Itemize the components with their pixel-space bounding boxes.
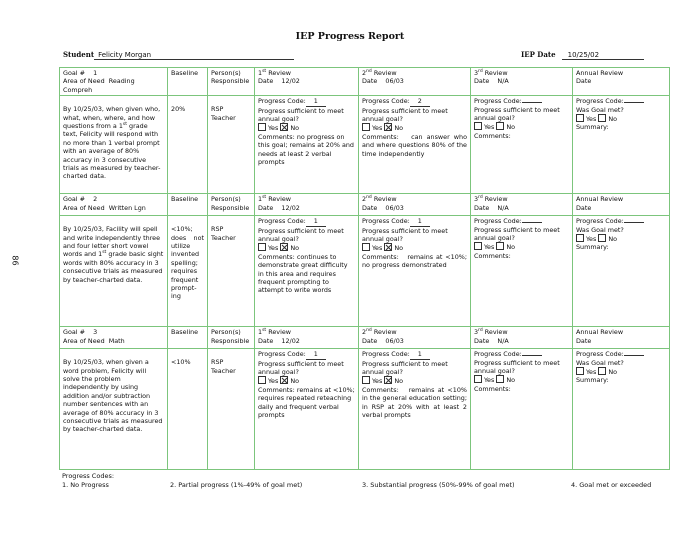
sufficient-label-2: annual goal?: [258, 235, 299, 244]
sufficient-label-1: Progress sufficient to meet: [474, 105, 560, 114]
no-checkbox[interactable]: [280, 123, 288, 131]
baseline-value: <10%: [171, 358, 191, 367]
progress-code-2: 2. Partial progress (1%-49% of goal met): [170, 481, 303, 489]
sufficient-label-2: annual goal?: [362, 235, 403, 244]
annual-review-label: Annual Review: [576, 328, 624, 337]
was-goal-met-label: Was Goal met?: [576, 105, 624, 114]
sufficient-label-2: annual goal?: [474, 234, 515, 243]
review1-cell: [255, 96, 359, 194]
student-label: Student: [63, 50, 95, 59]
progress-code-value[interactable]: [624, 355, 644, 356]
no-checkbox[interactable]: [280, 243, 288, 251]
goal-text-pre: By 10/25/03, when given a word problem, Felicity will solve the problem independently by using addition and/or subtraction number sentences with an average of 80% accuracy in 3 consecutive trials as measured by teacher-charted data.: [63, 358, 163, 434]
goal-statement-cell: [60, 216, 168, 327]
review2-cell: [359, 96, 471, 194]
review2-date-label: Date: [362, 77, 378, 86]
person-line1: RSP: [211, 358, 224, 367]
no-checkbox[interactable]: [598, 367, 606, 375]
goal-id-cell: [60, 194, 168, 216]
area-of-need-value: Written Lgn: [108, 203, 146, 212]
review1-date-label: Date: [258, 336, 274, 345]
goal-statement-cell: [60, 96, 168, 194]
yes-checkbox[interactable]: [474, 122, 482, 130]
goal-text-post: grade text, Felicity will respond with no more than 1 verbal prompt with an average of 80% accuracy in 3 consecutive trials as measured by teacher-charted data.: [63, 122, 161, 181]
review2-date-label: Date: [362, 336, 378, 345]
annual-header: [573, 68, 670, 96]
comments-label: Comments:: [362, 252, 399, 261]
review3-date: N/A: [497, 203, 509, 212]
yes-checkbox[interactable]: [258, 243, 266, 251]
no-label: No: [506, 123, 516, 132]
goal-text-sup: st: [102, 250, 107, 256]
progress-code-1: 1. No Progress: [62, 481, 109, 489]
review1-cell: [255, 349, 359, 470]
goal-number: 2: [93, 195, 98, 204]
person-header-line2: Responsible: [211, 77, 250, 86]
baseline-header: Baseline: [168, 68, 208, 96]
no-label: No: [394, 377, 404, 386]
progress-codes-legend: [62, 472, 700, 490]
progress-code-label: Progress Code:: [362, 97, 410, 106]
review3-sup: rd: [478, 195, 483, 201]
baseline-cell: [168, 96, 208, 194]
yes-label: Yes: [372, 377, 383, 386]
person-header-line2: Responsible: [211, 336, 250, 345]
area-of-need-value: Math: [108, 336, 125, 345]
progress-code-4: 4. Goal met or exceeded: [571, 481, 652, 489]
goal-statement: [63, 217, 164, 284]
summary-label: Summary:: [576, 123, 609, 132]
iep-date-field: [521, 50, 644, 60]
annual-review-label: Annual Review: [576, 195, 624, 204]
goal-number-label: Goal #: [63, 69, 85, 77]
person-cell: [208, 96, 255, 194]
review3-date-label: Date: [474, 77, 490, 86]
iep-date-value: 10/25/02: [562, 51, 644, 60]
review2-ordinal: 2: [362, 69, 367, 77]
review1-ordinal: 1: [258, 195, 263, 204]
goal-text-pre: By 10/25/03, when given who, what, when, where, and how questions from a 1: [63, 105, 161, 131]
person-cell: [208, 349, 255, 470]
page-number: 86: [10, 255, 20, 266]
annual-cell: [573, 216, 670, 327]
no-label: No: [290, 124, 300, 133]
review1-ordinal: 1: [258, 328, 263, 337]
goal-body-row: [60, 96, 670, 194]
progress-code-label: Progress Code:: [362, 217, 410, 226]
review3-date: N/A: [497, 77, 509, 86]
person-header: [208, 194, 255, 216]
review2-date: 06/03: [385, 203, 404, 212]
goal-header-row: [60, 327, 670, 349]
sufficient-label-2: annual goal?: [362, 115, 403, 124]
review1-comments: continues to demonstrate great difficulty in this area and requires frequent prompting to attempt to write words: [258, 252, 348, 295]
yes-label: Yes: [586, 368, 597, 377]
annual-date-label: Date: [576, 203, 592, 212]
sufficient-label-2: annual goal?: [258, 115, 299, 124]
progress-code-label: Progress Code:: [474, 97, 522, 106]
yes-checkbox[interactable]: [362, 376, 370, 384]
comments-label: Comments:: [362, 385, 399, 394]
no-checkbox[interactable]: [496, 122, 504, 130]
baseline-value: 20%: [171, 105, 186, 114]
review1-word: Review: [266, 328, 292, 337]
sufficient-label-1: Progress sufficient to meet: [474, 225, 560, 234]
progress-code-value[interactable]: 1: [410, 350, 430, 359]
review2-cell: [359, 349, 471, 470]
review2-header: [359, 194, 471, 216]
area-of-need-label: Area of Need: [63, 77, 105, 86]
goal-id-cell: [60, 68, 168, 96]
annual-date-label: Date: [576, 77, 592, 86]
review3-sup: rd: [478, 328, 483, 334]
review1-comments: remains at <10%; requires repeated reteaching daily and frequent verbal prompts: [258, 385, 355, 420]
baseline-cell: [168, 349, 208, 470]
progress-code-value[interactable]: 1: [306, 97, 326, 106]
review3-header: [471, 194, 573, 216]
progress-code-label: Progress Code:: [258, 97, 306, 106]
goal-header-row: [60, 194, 670, 216]
comments-label: Comments:: [474, 384, 511, 393]
review3-date: N/A: [497, 336, 509, 345]
goal-body-row: [60, 349, 670, 470]
review3-cell: [471, 216, 573, 327]
progress-code-label: Progress Code:: [362, 350, 410, 359]
progress-code-value[interactable]: [624, 102, 644, 103]
iep-date-label: IEP Date: [521, 50, 556, 59]
review3-ordinal: 3: [474, 328, 479, 337]
yes-checkbox[interactable]: [362, 123, 370, 131]
person-cell: [208, 216, 255, 327]
yes-checkbox[interactable]: [576, 114, 584, 122]
person-line1: RSP: [211, 105, 224, 114]
review2-cell: [359, 216, 471, 327]
sufficient-label-1: Progress sufficient to meet: [362, 106, 448, 115]
goal-statement: [63, 97, 164, 181]
yes-checkbox[interactable]: [576, 234, 584, 242]
review2-ordinal: 2: [362, 195, 367, 204]
review2-header: [359, 327, 471, 349]
no-label: No: [608, 235, 618, 244]
annual-review-label: Annual Review: [576, 69, 624, 77]
review2-ordinal: 2: [362, 328, 367, 337]
review3-date-label: Date: [474, 203, 490, 212]
no-checkbox[interactable]: [384, 123, 392, 131]
progress-table: [59, 67, 670, 470]
was-goal-met-label: Was Goal met?: [576, 358, 624, 367]
review1-ordinal: 1: [258, 69, 263, 77]
progress-code-3: 3. Substantial progress (50%-99% of goal met): [362, 481, 515, 489]
no-label: No: [394, 244, 404, 253]
review1-word: Review: [266, 69, 292, 77]
no-checkbox[interactable]: [496, 375, 504, 383]
person-header: [208, 327, 255, 349]
no-checkbox[interactable]: [384, 243, 392, 251]
sufficient-label-1: Progress sufficient to meet: [258, 226, 344, 235]
yes-label: Yes: [268, 377, 279, 386]
comments-label: Comments:: [258, 132, 295, 141]
yes-label: Yes: [484, 376, 495, 385]
no-checkbox[interactable]: [598, 234, 606, 242]
review3-word: Review: [482, 69, 508, 77]
review2-comments: remains at <10%; no progress demonstrated: [362, 252, 467, 270]
student-field: [63, 50, 294, 60]
yes-label: Yes: [268, 244, 279, 253]
yes-checkbox[interactable]: [576, 367, 584, 375]
progress-code-value[interactable]: 1: [306, 350, 326, 359]
review1-word: Review: [266, 195, 292, 204]
progress-code-label: Progress Code:: [474, 350, 522, 359]
goal-statement: [63, 350, 164, 434]
person-line2: Teacher: [211, 366, 236, 375]
yes-checkbox[interactable]: [258, 376, 266, 384]
comments-label: Comments:: [258, 252, 295, 261]
review1-sup: st: [262, 328, 267, 334]
review1-cell: [255, 216, 359, 327]
yes-checkbox[interactable]: [362, 243, 370, 251]
was-goal-met-label: Was Goal met?: [576, 225, 624, 234]
review1-header: [255, 327, 359, 349]
progress-codes-heading: Progress Codes:: [62, 472, 115, 480]
review3-sup: rd: [478, 69, 483, 74]
sufficient-label-2: annual goal?: [258, 368, 299, 377]
review1-date-label: Date: [258, 203, 274, 212]
sufficient-label-2: annual goal?: [362, 368, 403, 377]
review2-date: 06/03: [385, 336, 404, 345]
no-checkbox[interactable]: [598, 114, 606, 122]
sufficient-label-1: Progress sufficient to meet: [362, 359, 448, 368]
review1-comments: no progress on this goal; remains at 20% and needs at least 2 verbal prompts: [258, 132, 354, 167]
annual-cell: [573, 349, 670, 470]
progress-code-label: Progress Code:: [576, 350, 624, 359]
area-of-need-label: Area of Need: [63, 203, 105, 212]
yes-label: Yes: [484, 243, 495, 252]
page-title: IEP Progress Report: [295, 31, 405, 42]
goal-body-row: [60, 216, 670, 327]
goal-number: 3: [93, 328, 98, 337]
person-header-line1: Person(s): [211, 69, 241, 77]
review2-word: Review: [371, 328, 397, 337]
person-line2: Teacher: [211, 113, 236, 122]
summary-label: Summary:: [576, 243, 609, 252]
annual-header: [573, 327, 670, 349]
person-line1: RSP: [211, 225, 224, 234]
annual-date-label: Date: [576, 336, 592, 345]
area-of-need-label: Area of Need: [63, 336, 105, 345]
goal-text-post: grade basic sight words with 80% accuracy in 3 consecutive trials as measured by teacher-charted data.: [63, 250, 164, 284]
goal-text-sup: st: [122, 122, 127, 128]
review1-date: 12/02: [281, 77, 300, 86]
goal-number-label: Goal #: [63, 195, 85, 204]
goal-header-row: [60, 68, 670, 96]
review1-sup: st: [262, 195, 267, 201]
baseline-header: Baseline: [168, 194, 208, 216]
review2-date: 06/03: [385, 77, 404, 86]
summary-label: Summary:: [576, 376, 609, 385]
review3-date-label: Date: [474, 336, 490, 345]
yes-label: Yes: [586, 235, 597, 244]
sufficient-label-2: annual goal?: [474, 367, 515, 376]
baseline-header: Baseline: [168, 327, 208, 349]
review2-comments: can answer who and where questions 80% of the time independently: [362, 132, 467, 158]
person-header: [208, 68, 255, 96]
yes-label: Yes: [268, 124, 279, 133]
person-header-line2: Responsible: [211, 203, 250, 212]
no-checkbox[interactable]: [384, 376, 392, 384]
progress-code-label: Progress Code:: [576, 97, 624, 106]
yes-checkbox[interactable]: [258, 123, 266, 131]
goal-number: 1: [93, 69, 98, 77]
progress-code-value[interactable]: [624, 222, 644, 223]
review1-header: [255, 68, 359, 96]
no-label: No: [290, 244, 300, 253]
review3-ordinal: 3: [474, 195, 479, 204]
sufficient-label-1: Progress sufficient to meet: [362, 226, 448, 235]
review3-header: [471, 68, 573, 96]
goal-statement-cell: [60, 349, 168, 470]
progress-code-label: Progress Code:: [258, 217, 306, 226]
progress-code-value[interactable]: [522, 102, 542, 103]
review1-date: 12/02: [281, 336, 300, 345]
comments-label: Comments:: [474, 131, 511, 140]
no-label: No: [506, 376, 516, 385]
sufficient-label-1: Progress sufficient to meet: [258, 106, 344, 115]
progress-code-label: Progress Code:: [474, 217, 522, 226]
review3-ordinal: 3: [474, 69, 479, 77]
review1-header: [255, 194, 359, 216]
review2-sup: nd: [366, 69, 372, 74]
sufficient-label-1: Progress sufficient to meet: [258, 359, 344, 368]
progress-code-label: Progress Code:: [258, 350, 306, 359]
no-checkbox[interactable]: [280, 376, 288, 384]
person-header-line1: Person(s): [211, 195, 241, 204]
yes-checkbox[interactable]: [474, 242, 482, 250]
sufficient-label-2: annual goal?: [474, 114, 515, 123]
annual-cell: [573, 96, 670, 194]
review2-sup: nd: [366, 195, 372, 201]
yes-label: Yes: [372, 244, 383, 253]
no-label: No: [290, 377, 300, 386]
review2-word: Review: [371, 69, 397, 77]
yes-checkbox[interactable]: [474, 375, 482, 383]
no-label: No: [608, 368, 618, 377]
review2-word: Review: [371, 195, 397, 204]
progress-code-label: Progress Code:: [576, 217, 624, 226]
yes-label: Yes: [372, 124, 383, 133]
progress-code-value[interactable]: [522, 355, 542, 356]
comments-label: Comments:: [258, 385, 295, 394]
progress-code-value[interactable]: 1: [306, 217, 326, 226]
review2-date-label: Date: [362, 203, 378, 212]
review3-word: Review: [482, 328, 508, 337]
progress-code-value[interactable]: 2: [410, 97, 430, 106]
review2-comments: remains at <10% in the general education setting; in RSP at 20% with at least 2 verbal prompts: [362, 385, 467, 420]
review1-date: 12/02: [281, 203, 300, 212]
review1-sup: st: [262, 69, 267, 74]
review1-date-label: Date: [258, 77, 274, 86]
area-of-need-value: Reading Compreh: [63, 77, 135, 94]
baseline-cell: [168, 216, 208, 327]
review3-word: Review: [482, 195, 508, 204]
review3-header: [471, 327, 573, 349]
progress-code-value[interactable]: [522, 222, 542, 223]
no-checkbox[interactable]: [496, 242, 504, 250]
sufficient-label-1: Progress sufficient to meet: [474, 358, 560, 367]
progress-code-value[interactable]: 1: [410, 217, 430, 226]
baseline-value: <10%; does not utilize invented spelling; requires frequent prompt-ing: [171, 225, 204, 301]
goal-text-pre: By 10/25/03, Facility will spell and write independently three and four letter short vowel words and 1: [63, 225, 161, 259]
review3-cell: [471, 349, 573, 470]
no-label: No: [608, 115, 618, 124]
review3-cell: [471, 96, 573, 194]
yes-label: Yes: [484, 123, 495, 132]
comments-label: Comments:: [474, 251, 511, 260]
no-label: No: [394, 124, 404, 133]
goal-id-cell: [60, 327, 168, 349]
student-name: Felicity Morgan: [94, 51, 294, 60]
goal-number-label: Goal #: [63, 328, 85, 337]
yes-label: Yes: [586, 115, 597, 124]
review2-sup: nd: [366, 328, 372, 334]
annual-header: [573, 194, 670, 216]
person-line2: Teacher: [211, 233, 236, 242]
comments-label: Comments:: [362, 132, 399, 141]
person-header-line1: Person(s): [211, 328, 241, 337]
no-label: No: [506, 243, 516, 252]
review2-header: [359, 68, 471, 96]
